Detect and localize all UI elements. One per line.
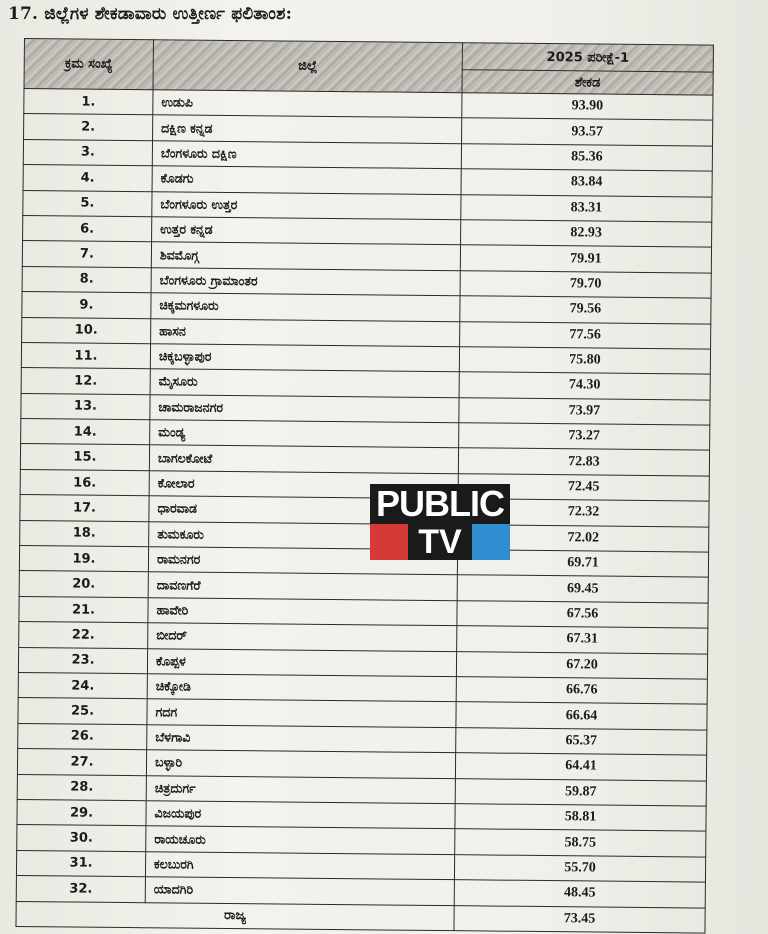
row-percent: 67.31 — [457, 626, 708, 654]
row-district: ರಾಯಚೂರು — [146, 826, 455, 854]
publictv-watermark-logo — [370, 482, 510, 562]
row-district: ಕಲಬುರಗಿ — [145, 851, 454, 879]
row-district: ಧಾರವಾಡ — [149, 496, 458, 524]
row-serial: 9. — [22, 292, 151, 319]
row-district: ಚಿಕ್ಕೋಡಿ — [147, 674, 456, 702]
row-district: ಬೆಂಗಳೂರು ದಕ್ಷಿಣ — [152, 141, 461, 169]
row-district: ಬಾಗಲಕೋಟೆ — [149, 445, 458, 473]
row-percent: 48.45 — [454, 880, 705, 908]
row-percent: 93.57 — [462, 118, 713, 146]
row-percent: 73.97 — [459, 397, 710, 425]
row-district: ಬೆಂಗಳೂರು ಉತ್ತರ — [152, 191, 461, 219]
row-serial: 1. — [24, 89, 153, 116]
row-serial: 5. — [23, 190, 152, 217]
row-percent: 59.87 — [455, 778, 706, 806]
col-header-district: ಜಿಲ್ಲೆ — [153, 40, 462, 93]
row-percent: 55.70 — [454, 854, 705, 882]
row-serial: 25. — [18, 698, 147, 725]
row-serial: 22. — [19, 622, 148, 649]
row-percent: 93.90 — [462, 93, 713, 121]
row-serial: 24. — [18, 672, 147, 699]
row-serial: 10. — [22, 317, 151, 344]
col-header-serial: ಕ್ರಮ ಸಂಖ್ಯೆ — [24, 39, 153, 90]
row-serial: 18. — [20, 520, 149, 547]
row-serial: 2. — [24, 114, 153, 141]
row-serial: 6. — [23, 215, 152, 242]
row-serial: 21. — [19, 596, 148, 623]
row-serial: 29. — [17, 799, 146, 826]
row-percent: 75.80 — [459, 347, 710, 375]
row-district: ಚಿಕ್ಕಮಗಳೂರು — [151, 293, 460, 321]
logo-red-block — [370, 524, 408, 560]
row-percent: 65.37 — [456, 727, 707, 755]
row-district: ದಕ್ಷಿಣ ಕನ್ನಡ — [153, 115, 462, 143]
row-district: ಬೆಂಗಳೂರು ಗ್ರಾಮಾಂತರ — [151, 267, 460, 295]
row-percent: 64.41 — [455, 753, 706, 781]
row-district: ಬೆಳಗಾವಿ — [147, 724, 456, 752]
row-serial: 27. — [17, 749, 146, 776]
row-percent: 82.93 — [461, 220, 712, 248]
row-serial: 4. — [23, 165, 152, 192]
row-district: ಚಿಕ್ಕಬಳ್ಳಾಪುರ — [150, 344, 459, 372]
row-percent: 72.32 — [458, 499, 709, 527]
row-district: ಹಾಸನ — [151, 318, 460, 346]
row-district: ಮಂಡ್ಯ — [150, 420, 459, 448]
row-serial: 26. — [18, 723, 147, 750]
row-district: ಗದಗ — [147, 699, 456, 727]
row-district: ಬೀದರ್ — [148, 623, 457, 651]
row-serial: 16. — [20, 469, 149, 496]
table-total-row — [16, 901, 705, 933]
row-percent: 79.91 — [460, 245, 711, 273]
section-heading: 17. ಜಿಲ್ಲೆಗಳ ಶೇಕಡಾವಾರು ಉತ್ತೀರ್ಣ ಫಲಿತಾಂಶ: — [8, 4, 293, 24]
row-serial: 3. — [23, 139, 152, 166]
row-percent: 79.56 — [460, 296, 711, 324]
state-total-percent: 73.45 — [454, 905, 705, 933]
col-header-percent: ಶೇಕಡ — [462, 70, 713, 95]
row-district: ಕೊಪ್ಪಳ — [147, 648, 456, 676]
row-district: ಬಳ್ಳಾರಿ — [146, 750, 455, 778]
row-district: ಕೊಡಗು — [152, 166, 461, 194]
row-percent: 83.31 — [461, 194, 712, 222]
row-district: ಹಾವೇರಿ — [148, 598, 457, 626]
row-district: ಉತ್ತರ ಕನ್ನಡ — [152, 217, 461, 245]
row-serial: 32. — [16, 876, 145, 903]
row-serial: 28. — [17, 774, 146, 801]
row-serial: 11. — [21, 342, 150, 369]
row-percent: 72.02 — [458, 524, 709, 552]
row-percent: 73.27 — [459, 423, 710, 451]
row-district: ವಿಜಯಪುರ — [146, 801, 455, 829]
row-percent: 66.76 — [456, 677, 707, 705]
row-district: ತುಮಕೂರು — [149, 521, 458, 549]
row-percent: 69.71 — [457, 550, 708, 578]
row-percent: 72.83 — [458, 448, 709, 476]
row-district: ಚಿತ್ರದುರ್ಗ — [146, 775, 455, 803]
row-percent: 69.45 — [457, 575, 708, 603]
row-percent: 77.56 — [460, 321, 711, 349]
col-header-exam: 2025 ಪರೀಕ್ಷೆ-1 — [462, 43, 713, 72]
logo-blue-block — [472, 524, 510, 560]
row-percent: 74.30 — [459, 372, 710, 400]
row-serial: 19. — [19, 546, 148, 573]
state-total-label: ರಾಜ್ಯ — [16, 901, 454, 931]
row-district: ಚಾಮರಾಜನಗರ — [150, 394, 459, 422]
row-percent: 58.75 — [455, 829, 706, 857]
row-district: ಕೋಲಾರ — [149, 471, 458, 499]
row-percent: 67.20 — [456, 651, 707, 679]
row-serial: 8. — [22, 266, 151, 293]
row-district: ದಾವಣಗೆರೆ — [148, 572, 457, 600]
row-serial: 17. — [20, 495, 149, 522]
row-district: ರಾಮನಗರ — [148, 547, 457, 575]
district-results-table — [15, 38, 714, 933]
row-percent: 79.70 — [460, 270, 711, 298]
row-percent: 66.64 — [456, 702, 707, 730]
row-serial: 13. — [21, 393, 150, 420]
row-serial: 7. — [22, 241, 151, 268]
row-district: ಮೈಸೂರು — [150, 369, 459, 397]
row-serial: 14. — [21, 419, 150, 446]
row-district: ಯಾದಗಿರಿ — [145, 877, 454, 905]
row-percent: 58.81 — [455, 804, 706, 832]
row-percent: 67.56 — [457, 600, 708, 628]
row-percent: 83.84 — [461, 169, 712, 197]
logo-tv-block — [370, 524, 510, 560]
row-serial: 23. — [18, 647, 147, 674]
row-serial: 30. — [17, 825, 146, 852]
row-serial: 12. — [21, 368, 150, 395]
table-header-row — [24, 39, 713, 73]
row-serial: 15. — [20, 444, 149, 471]
row-district: ಉಡುಪಿ — [153, 90, 462, 118]
logo-tv-text: TV — [408, 524, 472, 560]
row-percent: 85.36 — [461, 143, 712, 171]
row-percent: 72.45 — [458, 474, 709, 502]
row-serial: 20. — [19, 571, 148, 598]
row-district: ಶಿವಮೊಗ್ಗ — [151, 242, 460, 270]
logo-public-text: PUBLIC — [370, 484, 510, 524]
row-serial: 31. — [16, 850, 145, 877]
table-body — [16, 89, 713, 933]
